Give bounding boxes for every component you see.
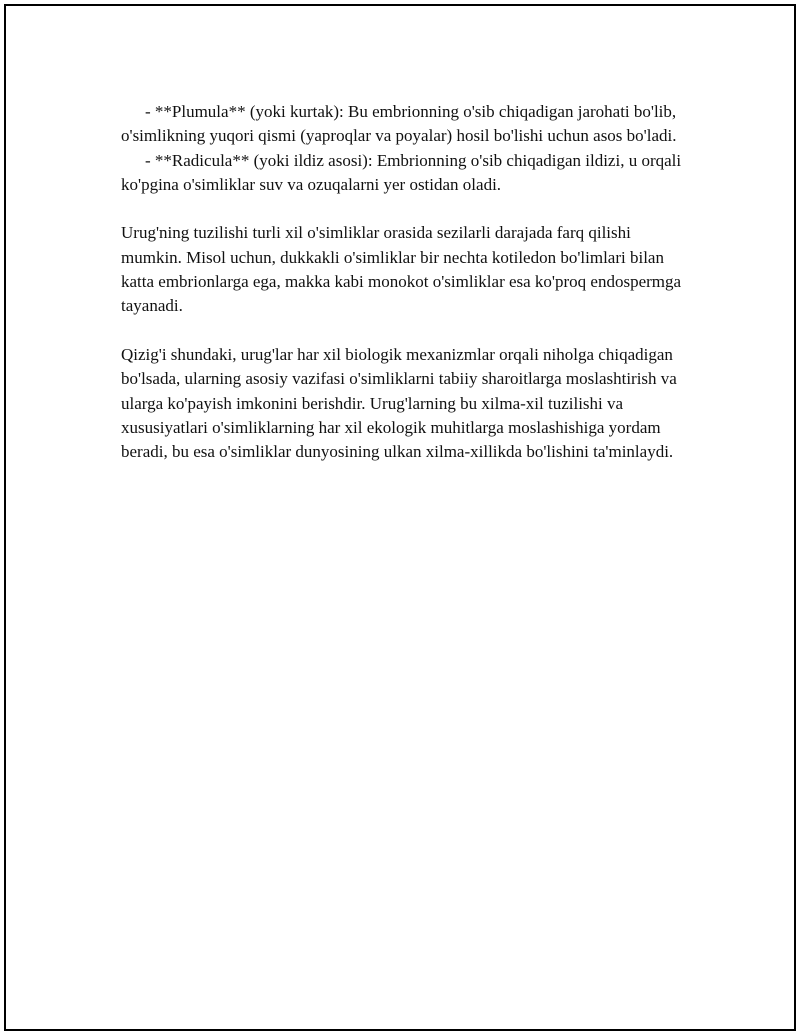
paragraph-spacer	[121, 197, 691, 221]
document-body	[121, 100, 691, 464]
bullet-plumula: - **Plumula** (yoki kurtak): Bu embrionning o'sib chiqadigan jarohati bo'lib, o'simlikning yuqori qismi (yaproqlar va poyalar) hosil bo'lishi uchun asos bo'ladi.	[121, 102, 677, 146]
page-frame	[4, 4, 796, 1031]
paragraph-seed-structure: Urug'ning tuzilishi turli xil o'simliklar orasida sezilarli darajada farq qilishi mumkin. Misol uchun, dukkakli o'simliklar bir nechta kotiledon bo'limlari bilan katta embrionlarga ega, makka kabi monokot o'simliklar esa ko'proq endospermga tayanadi.	[121, 223, 682, 316]
paragraph-spacer	[121, 319, 691, 343]
bullet-radicula: - **Radicula** (yoki ildiz asosi): Embrionning o'sib chiqadigan ildizi, u orqali ko'pgina o'simliklar suv va ozuqalarni yer ostidan oladi.	[121, 150, 682, 194]
paragraph-seed-function: Qizig'i shundaki, urug'lar har xil biologik mexanizmlar orqali niholga chiqadigan bo'lsada, ularning asosiy vazifasi o'simliklarni tabiiy sharoitlarga moslashtirish va ularga ko'payish imkonini berishdir. Urug'larning bu xilma-xil tuzilishi va xususiyatlari o'simliklarning har xil ekologik muhitlarga moslashishiga yordam beradi, bu esa o'simliklar dunyosining ulkan xilma-xillikda bo'lishini ta'minlaydi.	[121, 344, 677, 462]
